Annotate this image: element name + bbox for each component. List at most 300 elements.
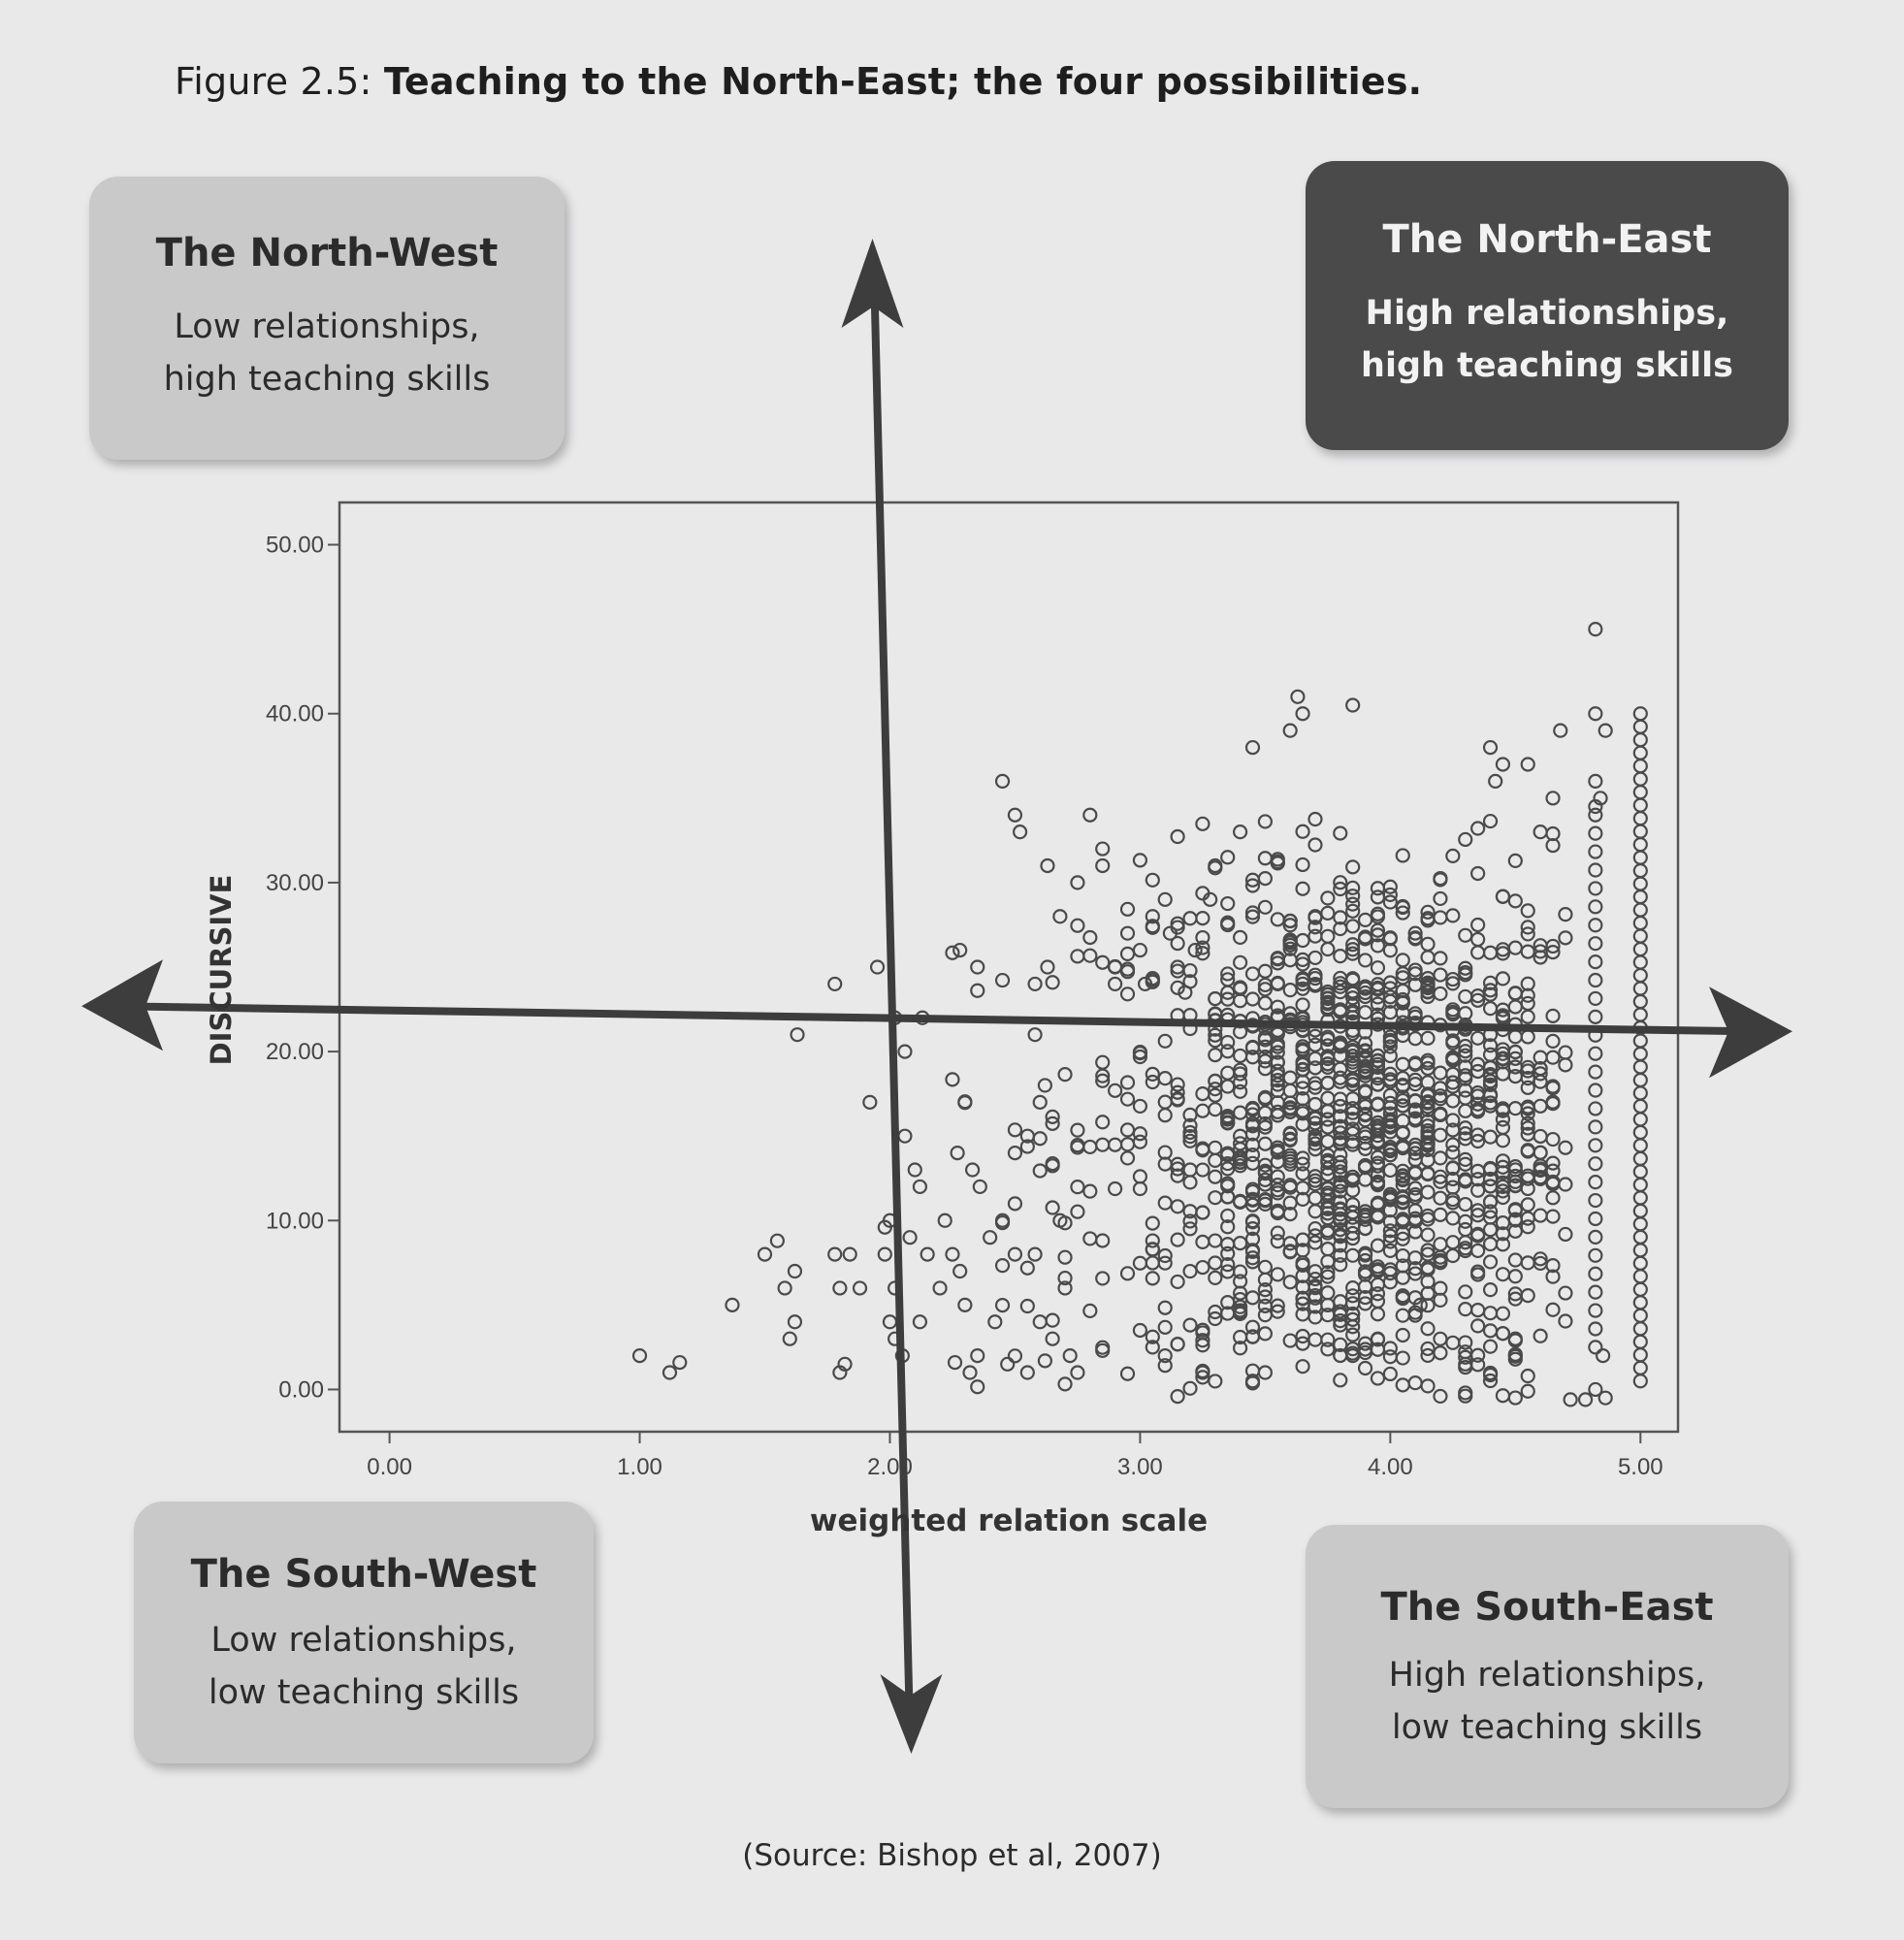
data-point <box>1308 1192 1321 1205</box>
quadrant-north-west-line1: Low relationships, <box>174 307 480 346</box>
data-point <box>1497 890 1509 903</box>
data-point <box>1359 1222 1372 1235</box>
data-point <box>1159 1197 1172 1210</box>
vertical-axis-arrow <box>874 287 909 1707</box>
data-point <box>1372 1098 1384 1111</box>
data-point <box>1497 758 1509 770</box>
data-point <box>1096 1234 1109 1246</box>
data-point <box>1297 707 1309 720</box>
data-point <box>1184 1319 1197 1332</box>
data-point <box>1196 1261 1209 1274</box>
data-point <box>1134 1324 1146 1337</box>
data-point <box>1522 1370 1534 1382</box>
data-point <box>1209 1191 1221 1204</box>
data-point <box>1184 1176 1197 1188</box>
quadrant-south-west <box>134 1502 594 1763</box>
data-point <box>1083 1185 1096 1198</box>
data-point <box>958 1299 971 1311</box>
data-point <box>1634 1322 1647 1335</box>
data-point <box>1634 838 1647 851</box>
data-point <box>1209 1049 1221 1061</box>
data-point <box>1459 1215 1471 1228</box>
data-point <box>1484 1324 1497 1337</box>
data-point <box>953 944 966 956</box>
data-point <box>633 1349 646 1362</box>
data-point <box>1634 733 1647 746</box>
data-point <box>1634 1060 1647 1073</box>
data-point <box>1284 1335 1297 1347</box>
data-point <box>1134 1100 1146 1113</box>
data-point <box>1346 1281 1359 1294</box>
data-point <box>1083 931 1096 944</box>
quadrant-north-west-title: The North-West <box>155 231 499 275</box>
data-point <box>934 1281 947 1294</box>
data-point <box>1134 1170 1146 1182</box>
data-point <box>1321 930 1334 943</box>
data-point <box>1221 897 1234 910</box>
data-point <box>1471 823 1484 835</box>
data-point <box>1589 900 1601 913</box>
data-point <box>1246 741 1259 754</box>
data-point <box>1308 813 1321 825</box>
data-point <box>1434 1282 1446 1295</box>
data-point <box>1234 994 1246 1007</box>
data-point <box>971 961 984 974</box>
data-point <box>1384 1245 1397 1257</box>
data-point <box>1009 1147 1021 1159</box>
data-point <box>1321 1243 1334 1255</box>
data-point <box>1634 1074 1647 1086</box>
data-point <box>1534 1100 1547 1113</box>
data-point <box>1059 1251 1072 1264</box>
data-point <box>1522 1256 1534 1269</box>
data-point <box>1172 1390 1184 1403</box>
data-point <box>1121 1123 1134 1136</box>
quadrant-south-east <box>1306 1525 1789 1808</box>
data-point <box>879 1248 891 1261</box>
data-point <box>1234 956 1246 969</box>
data-point <box>1259 852 1272 864</box>
data-point <box>1589 1120 1601 1133</box>
data-point <box>1509 855 1522 867</box>
data-point <box>1096 956 1109 969</box>
data-point <box>1434 911 1446 923</box>
data-point <box>1497 1134 1509 1147</box>
data-point <box>1634 1310 1647 1322</box>
data-point <box>1146 1256 1159 1269</box>
data-point <box>1259 965 1272 978</box>
data-point <box>898 1046 911 1058</box>
data-point <box>1209 1103 1221 1116</box>
data-point <box>1459 990 1471 1003</box>
data-point <box>1634 1034 1647 1047</box>
quadrant-south-west-line1: Low relationships, <box>210 1621 517 1660</box>
data-point <box>1634 969 1647 982</box>
data-point <box>1209 1142 1221 1154</box>
data-point <box>1634 1048 1647 1060</box>
data-point <box>1083 1232 1096 1245</box>
data-point <box>1634 983 1647 995</box>
data-point <box>1397 1378 1409 1391</box>
quadrant-north-east-line2: high teaching skills <box>1361 346 1733 385</box>
data-point <box>833 1281 846 1294</box>
data-point <box>1634 1217 1647 1230</box>
data-point <box>1039 1354 1051 1367</box>
data-point <box>1446 1068 1459 1081</box>
data-point <box>1109 1139 1121 1151</box>
data-point <box>1209 1235 1221 1247</box>
data-point <box>1234 1237 1246 1249</box>
quadrant-north-east-title: The North-East <box>1382 217 1712 262</box>
data-point <box>1029 1248 1042 1261</box>
x-tick-label: 1.00 <box>617 1454 662 1480</box>
data-point <box>1083 950 1096 962</box>
data-point <box>1534 1130 1547 1143</box>
data-point <box>1334 1374 1346 1386</box>
data-point <box>1234 1085 1246 1098</box>
data-point <box>1346 699 1359 712</box>
data-point <box>1346 1249 1359 1262</box>
data-point <box>1554 725 1566 737</box>
data-point <box>779 1281 791 1294</box>
data-point <box>1547 1051 1560 1064</box>
data-point <box>1422 1168 1435 1180</box>
data-point <box>1172 1200 1184 1212</box>
source-note: (Source: Bishop et al, 2007) <box>742 1838 1162 1873</box>
data-point <box>1534 1147 1547 1159</box>
data-point <box>1634 864 1647 877</box>
data-point <box>1534 1330 1547 1342</box>
data-point <box>1372 1240 1384 1252</box>
data-point <box>1422 1276 1435 1288</box>
data-point <box>1547 1304 1560 1316</box>
data-point <box>1589 974 1601 986</box>
data-point <box>1484 1255 1497 1268</box>
data-point <box>1589 1212 1601 1225</box>
data-point <box>1359 1174 1372 1186</box>
data-point <box>1297 825 1309 838</box>
data-point <box>1634 943 1647 955</box>
data-point <box>1384 1350 1397 1363</box>
data-point <box>1034 1132 1047 1145</box>
data-point <box>1434 1390 1446 1403</box>
data-point <box>1634 930 1647 943</box>
data-point <box>964 1367 977 1379</box>
data-point <box>1589 937 1601 950</box>
data-point <box>1221 1067 1234 1080</box>
data-point <box>1471 919 1484 931</box>
data-point <box>1308 839 1321 852</box>
data-point <box>1196 912 1209 924</box>
data-point <box>1346 882 1359 894</box>
data-point <box>1422 938 1435 951</box>
data-point <box>1422 1322 1435 1335</box>
data-point <box>1284 1276 1297 1288</box>
data-point <box>1589 1268 1601 1280</box>
data-point <box>1071 920 1083 932</box>
data-point <box>1434 987 1446 1000</box>
data-point <box>1121 1368 1134 1380</box>
data-point <box>1096 843 1109 856</box>
data-point <box>1434 892 1446 905</box>
data-point <box>1547 1191 1560 1204</box>
data-point <box>1434 1192 1446 1205</box>
data-point <box>789 1265 801 1277</box>
data-point <box>1284 725 1297 737</box>
data-point <box>1497 1308 1509 1320</box>
data-point <box>1397 1272 1409 1284</box>
data-point <box>996 1259 1009 1272</box>
data-point <box>946 1073 958 1085</box>
data-point <box>1634 1270 1647 1282</box>
data-point <box>1047 1333 1059 1345</box>
data-point <box>1489 775 1501 788</box>
data-point <box>1096 1056 1109 1069</box>
data-point <box>1083 809 1096 822</box>
data-point <box>1422 1186 1435 1199</box>
data-point <box>1014 825 1026 838</box>
data-point <box>988 1315 1001 1328</box>
data-point <box>1009 1248 1021 1261</box>
data-point <box>1459 1092 1471 1105</box>
data-point <box>1634 1296 1647 1309</box>
data-point <box>1559 1315 1571 1328</box>
y-tick-label: 0.00 <box>278 1376 324 1404</box>
data-point <box>1589 919 1601 931</box>
data-point <box>1121 1093 1134 1106</box>
data-point <box>1196 1206 1209 1218</box>
data-point <box>1522 1082 1534 1094</box>
data-point <box>1509 942 1522 954</box>
data-point <box>1184 1222 1197 1235</box>
data-point <box>971 1380 984 1393</box>
data-point <box>1509 1392 1522 1405</box>
data-point <box>1422 1032 1435 1045</box>
data-point <box>1159 1302 1172 1314</box>
data-point <box>1221 1238 1234 1250</box>
data-point <box>996 1299 1009 1311</box>
data-point <box>1083 1141 1096 1153</box>
data-point <box>1234 1107 1246 1119</box>
data-point <box>1634 760 1647 772</box>
data-point <box>1446 1147 1459 1159</box>
data-point <box>949 1356 961 1369</box>
data-point <box>1484 1223 1497 1236</box>
data-point <box>1522 1385 1534 1398</box>
data-point <box>1634 1165 1647 1178</box>
data-point <box>1184 912 1197 924</box>
data-point <box>1234 825 1246 838</box>
data-point <box>1509 1254 1522 1267</box>
data-point <box>1484 1307 1497 1319</box>
data-point <box>1308 1052 1321 1065</box>
data-point <box>1071 876 1083 889</box>
data-point <box>1196 1164 1209 1177</box>
data-point <box>1346 920 1359 932</box>
data-point <box>1634 773 1647 786</box>
data-point <box>1484 947 1497 959</box>
data-point <box>1372 1372 1384 1384</box>
data-point <box>1559 1179 1571 1191</box>
data-point <box>1446 1249 1459 1262</box>
data-point <box>898 1130 911 1143</box>
data-point <box>1634 995 1647 1008</box>
data-point <box>1041 961 1053 974</box>
data-point <box>1589 1249 1601 1262</box>
data-point <box>1184 1265 1197 1277</box>
data-point <box>1134 854 1146 866</box>
data-point <box>1321 1135 1334 1148</box>
data-point <box>1397 954 1409 966</box>
data-point <box>1284 984 1297 996</box>
data-point <box>1484 741 1497 754</box>
data-point <box>1297 858 1309 871</box>
data-point <box>1109 961 1121 974</box>
data-point <box>1634 1009 1647 1021</box>
data-point <box>1041 859 1053 872</box>
data-point <box>1434 1209 1446 1221</box>
data-point <box>1071 950 1083 962</box>
data-point <box>1259 901 1272 914</box>
data-point <box>1634 812 1647 824</box>
data-point <box>771 1235 784 1247</box>
data-point <box>1634 747 1647 760</box>
data-point <box>1634 852 1647 864</box>
data-point <box>1071 1180 1083 1193</box>
data-point <box>1459 1285 1471 1298</box>
data-point <box>1021 1262 1034 1275</box>
data-point <box>1434 1151 1446 1164</box>
data-point <box>946 1248 958 1261</box>
data-point <box>1397 1310 1409 1322</box>
data-point <box>1634 1257 1647 1270</box>
data-point <box>1484 815 1497 827</box>
data-point <box>1522 758 1534 770</box>
data-point <box>914 1315 926 1328</box>
data-point <box>1096 1139 1109 1151</box>
data-point <box>1109 1084 1121 1097</box>
data-point <box>966 1164 979 1177</box>
data-point <box>1071 1124 1083 1137</box>
data-point <box>1634 1374 1647 1387</box>
data-point <box>1589 1139 1601 1151</box>
data-point <box>1196 818 1209 830</box>
data-point <box>1589 882 1601 894</box>
data-point <box>1522 946 1534 958</box>
data-point <box>1372 1308 1384 1320</box>
data-point <box>1246 992 1259 1005</box>
y-axis-label: DISCURSIVE <box>205 874 238 1066</box>
data-point <box>1497 1327 1509 1340</box>
x-axis-label: weighted relation scale <box>809 1504 1209 1538</box>
data-point <box>1589 1102 1601 1115</box>
data-point <box>1297 934 1309 947</box>
data-point <box>946 947 958 959</box>
data-point <box>1634 1191 1647 1204</box>
data-point <box>996 974 1009 986</box>
data-point <box>1272 1268 1284 1280</box>
data-point <box>1321 907 1334 920</box>
data-point <box>1434 969 1446 982</box>
data-point <box>1522 1011 1534 1023</box>
data-point <box>1259 815 1272 827</box>
y-tick-label: 30.00 <box>265 869 324 896</box>
data-point <box>1522 1030 1534 1043</box>
data-point <box>1471 867 1484 880</box>
data-point <box>1196 1087 1209 1100</box>
data-point <box>1471 946 1484 958</box>
data-point <box>1471 933 1484 946</box>
data-point <box>1121 1267 1134 1279</box>
data-point <box>1039 1079 1051 1091</box>
data-point <box>1029 1028 1042 1041</box>
data-point <box>1471 1032 1484 1045</box>
x-tick-label: 4.00 <box>1368 1454 1413 1480</box>
data-point <box>1308 1098 1321 1111</box>
data-point <box>1159 1035 1172 1048</box>
data-point <box>1422 1287 1435 1300</box>
data-point <box>1159 1109 1172 1121</box>
data-point <box>1634 878 1647 890</box>
data-point <box>1308 1334 1321 1346</box>
data-point <box>1409 1376 1422 1389</box>
data-point <box>1071 1367 1083 1379</box>
data-point <box>1134 944 1146 956</box>
data-point <box>1634 707 1647 720</box>
data-point <box>1547 1035 1560 1048</box>
data-point <box>1547 792 1560 804</box>
data-point <box>1321 1334 1334 1346</box>
data-point <box>1634 1348 1647 1361</box>
data-point <box>1346 860 1359 873</box>
data-point <box>1509 1270 1522 1282</box>
data-point <box>1589 863 1601 876</box>
data-point <box>1221 1036 1234 1049</box>
data-point <box>1634 825 1647 838</box>
data-point <box>1547 1157 1560 1170</box>
data-point <box>1121 948 1134 960</box>
data-point <box>1259 1367 1272 1379</box>
data-point <box>1308 1205 1321 1217</box>
data-point <box>1434 1129 1446 1142</box>
data-point <box>1547 1211 1560 1223</box>
data-point <box>1172 1234 1184 1246</box>
data-point <box>1434 1238 1446 1250</box>
data-point <box>1589 1048 1601 1060</box>
data-point <box>1484 1283 1497 1296</box>
data-point <box>1634 1152 1647 1165</box>
data-point <box>871 961 884 974</box>
data-point <box>1121 1077 1134 1089</box>
data-point <box>1634 1113 1647 1125</box>
data-point <box>1397 1352 1409 1365</box>
data-point <box>1446 909 1459 922</box>
data-point <box>1009 1197 1021 1210</box>
data-point <box>1359 914 1372 926</box>
data-point <box>1308 1039 1321 1051</box>
y-tick-label: 10.00 <box>265 1208 324 1235</box>
data-point <box>1096 1116 1109 1128</box>
data-point <box>1121 987 1134 1000</box>
data-point <box>1384 1164 1397 1177</box>
data-point <box>1034 1315 1047 1328</box>
data-point <box>1209 992 1221 1005</box>
data-point <box>1446 1337 1459 1349</box>
data-point <box>1159 1249 1172 1262</box>
data-point <box>1184 1164 1197 1177</box>
data-point <box>1547 1010 1560 1022</box>
data-point <box>1297 998 1309 1011</box>
